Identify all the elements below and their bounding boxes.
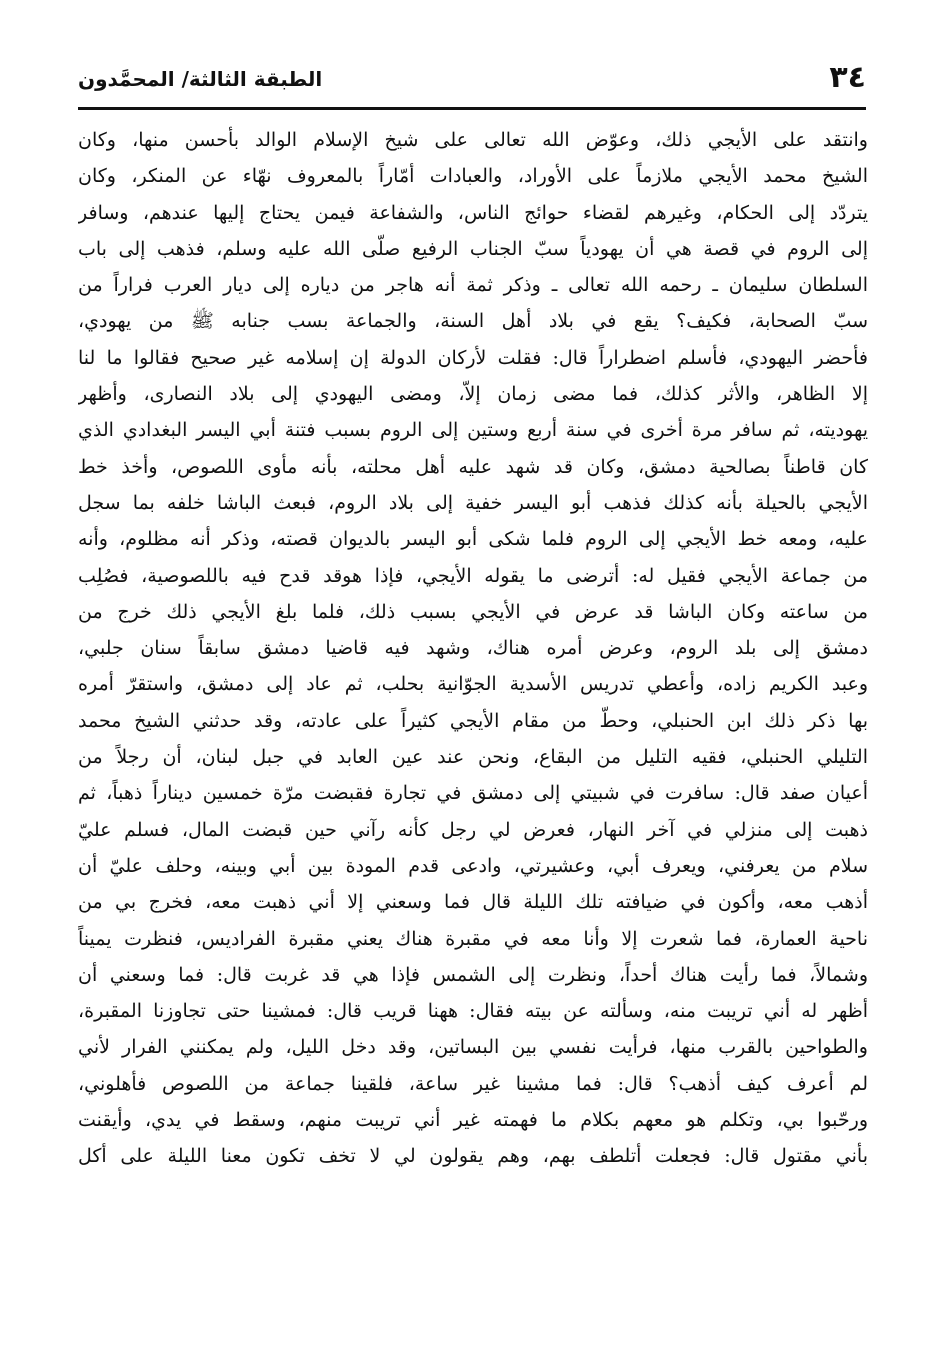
text-line: الشيخ محمد الأيجي ملازماً على الأوراد، والعبادات أمّاراً بالمعروف نهّاء عن المنكر، وكان — [78, 165, 868, 188]
text-line: أعيان صفد قال: سافرت في شبيتي إلى دمشق في تجارة فقبضت مرّة خمسين ديناراً ذهباً، ثم — [78, 782, 868, 805]
text-line: السلطان سليمان ـ رحمه الله تعالى ـ وذكر ثمة أنه هاجر من دياره إلى ديار العرب فراراً من — [78, 274, 868, 297]
running-head: الطبقة الثالثة/ المحمَّدون — [78, 67, 323, 91]
text-line: إلى الروم في قصة هي أن يهودياً سبّ الجناب الرفيع صلّى الله عليه وسلم، فذهب إلى باب — [78, 237, 868, 260]
text-line: من ساعته وكان الباشا قد عرض في الأيجي بسبب ذلك، فلما بلغ الأيجي ذلك خرج من — [78, 600, 868, 623]
text-line: كان قاطناً بصالحية دمشق، وكان قد شهد عليه أهل محلته، بأنه مأوى اللصوص، وأخذ خط — [78, 455, 868, 478]
text-line: من جماعة الأيجي فقيل له: أترضى ما يقوله الأيجي، فإذا هوقد قدح فيه باللصوصية، فصُلِب — [78, 564, 868, 587]
text-line: والطواحين بالقرب منها، فرأيت نفسي بين البساتين، وقد دخل الليل، ولم يمكنني الفرار لأني — [78, 1036, 868, 1059]
text-line: بها ذكر ذلك ابن الحنبلي، وحطّ من مقام الأيجي كثيراً على عادته، وقد حدثني الشيخ محمد — [78, 709, 868, 732]
text-line: فأحضر اليهودي، فأسلم اضطراراً قال: فقلت لأركان الدولة إن إسلامه غير صحيح فقالوا ما لنا — [78, 346, 868, 369]
text-line: دمشق إلى بلد الروم، وعرض أمره هناك، وشهد فيه قاضيا دمشق سابقاً سنان جلبي، — [78, 637, 868, 660]
text-line: سلام من يعرفني، ويعرف أبي، وعشيرتي، وادعى قدم المودة بين أبي وبينه، وحلف عليّ أن — [78, 854, 868, 877]
text-line: أذهب معه، وأكون في ضيافته تلك الليلة قال فما وسعني إلا أني ذهبت معه، فخرج بي من — [78, 891, 868, 914]
text-line: بأني مقتول قال: فجعلت أتلطف بهم، وهم يقولون لي لا تخف تكون معنا الليلة على أكل — [78, 1145, 868, 1168]
header-divider — [78, 107, 866, 110]
text-line: الأيجي بالحيلة بأنه كذلك فذهب أبو اليسر خفية إلى بلاد الروم، فبعث الباشا خلفه بما سجل — [78, 491, 868, 514]
text-line: التليلي الحنبلي، فقيه التليل من البقاع، ونحن عند عين العابد في جبل لبنان، أن رجلاً من — [78, 746, 868, 769]
text-line: سبّ الصحابة، فكيف؟ يقع في بلاد أهل السنة، والجماعة بسب جنابه ﷺ من يهودي، — [78, 310, 868, 333]
text-line: وانتقد على الأيجي ذلك، وعوّض الله تعالى على شيخ الإسلام الوالد بأحسن منها، وكان — [78, 129, 868, 151]
text-line: ذهبت إلى منزلي في آخر النهار، فعرض لي رجل كأنه رآني حين قبضت المال، فسلم عليّ — [78, 818, 868, 841]
text-line: ورحّبوا بي، وتكلم هو معهم بكلام ما فهمته غير أني تريبت منهم، وسقط في يدي، وأيقنت — [78, 1109, 868, 1132]
text-line: لم أعرف كيف أذهب؟ قال: فما مشينا غير ساعة، فلقينا جماعة من اللصوص فأهلوني، — [78, 1072, 868, 1095]
text-line: يهوديته، ثم سافر مرة أخرى في سنة أربع وستين إلى الروم بسبب فتنة أبي اليسر البغدادي الذي — [78, 419, 868, 442]
page-header — [78, 58, 866, 106]
page-number: ٣٤ — [829, 60, 866, 95]
text-line: وشمالاً، فما رأيت هناك أحداً، ونظرت إلى الشمس فإذا هي قد غربت قال: فما وسعني أن — [78, 963, 868, 986]
text-line: أظهر له أني تريبت منه، وسألته عن بيته فقال: ههنا قريب قال: فمشينا حتى تجاوزنا المقبرة، — [78, 1000, 868, 1023]
text-line: إلا الظاهر، والأثر كذلك، فما مضى زمان إلاّ، ومضى اليهودي إلى بلاد النصارى، وأظهر — [78, 383, 868, 406]
text-line: عليه، ومعه خط الأيجي إلى الروم فلما شكى أبو اليسر بالديوان قصته، وذكر أنه مظلوم، وأنه — [78, 528, 868, 551]
text-line: وعبد الكريم زاده، وأعطي تدريس الأسدية الجوّانية بحلب، ثم عاد إلى دمشق، واستقرّ أمره — [78, 673, 868, 696]
body-text — [78, 122, 868, 1175]
text-line: ناحية العمارة، فما شعرت إلا وأنا معه في مقبرة هناك يعني مقبرة الفراديس، فنظرت يميناً — [78, 927, 868, 950]
text-line: يتردّد إلى الحكام، وغيرهم لقضاء حوائج الناس، والشفاعة فيمن يحتاج إليها عندهم، وسافر — [78, 201, 868, 224]
